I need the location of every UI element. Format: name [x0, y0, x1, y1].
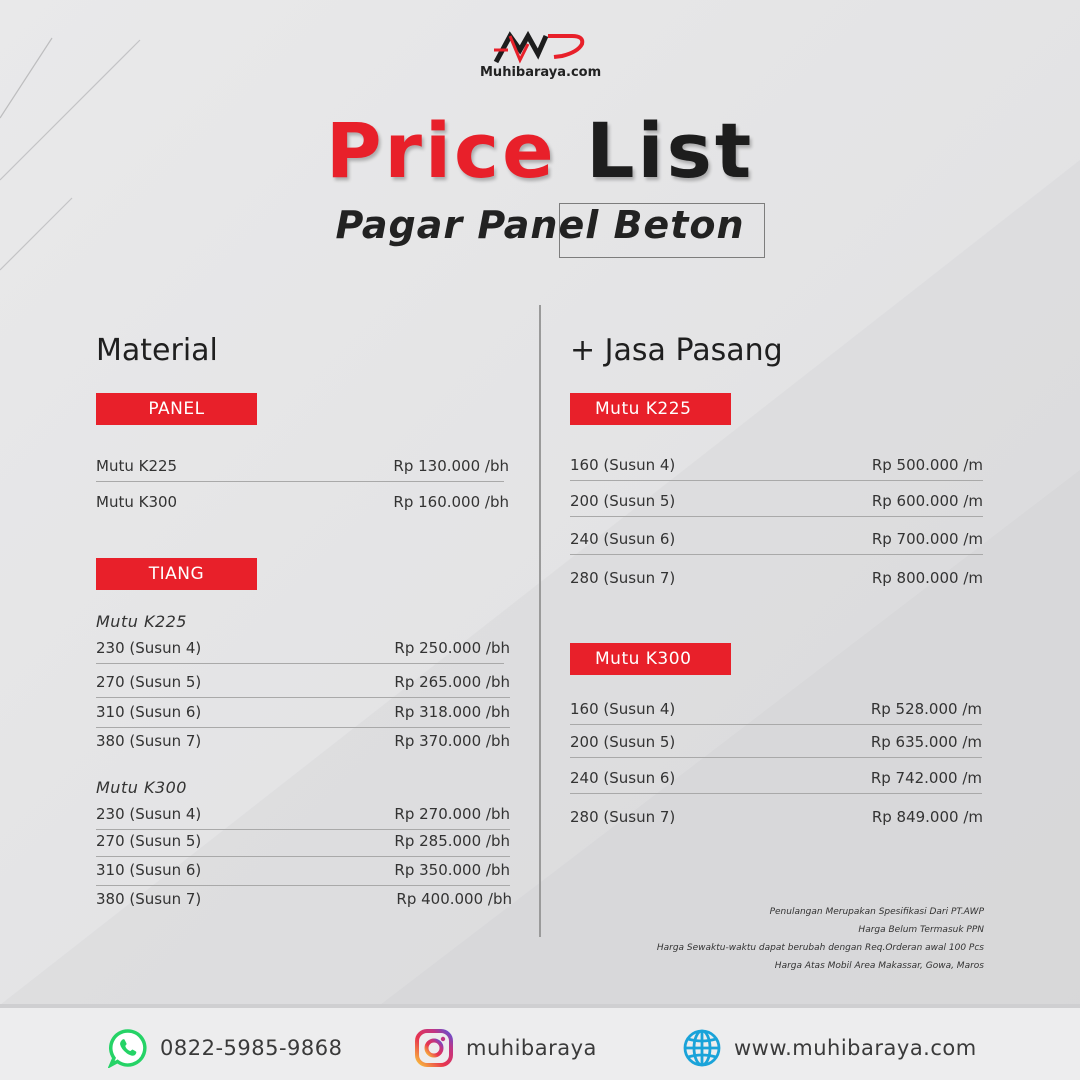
title-word-list: List: [586, 106, 755, 195]
note-line: Penulangan Merupakan Spesifikasi Dari PT.AWP: [769, 907, 984, 917]
awp-logo-mark: [492, 30, 588, 64]
row-name: 380 (Susun 7): [96, 890, 202, 908]
brand-logo: [480, 30, 600, 86]
tiang-k225-label: Mutu K225: [96, 612, 187, 631]
row-name: 310 (Susun 6): [96, 861, 202, 879]
row-name: 230 (Susun 4): [96, 805, 202, 823]
row-price: Rp 849.000 /m: [871, 808, 983, 826]
row-name: 270 (Susun 5): [96, 832, 202, 850]
note-line: Harga Atas Mobil Area Makassar, Gowa, Maros: [774, 961, 984, 971]
row-price: Rp 370.000 /bh: [394, 732, 510, 750]
instagram-icon: [414, 1028, 454, 1068]
table-row: [96, 634, 510, 664]
row-name: 380 (Susun 7): [96, 732, 202, 750]
row-price: Rp 130.000 /bh: [393, 457, 509, 475]
row-name: 230 (Susun 4): [96, 639, 202, 657]
logo-text: Muhibaraya.com: [480, 65, 602, 80]
row-price: Rp 250.000 /bh: [394, 639, 510, 657]
row-price: Rp 265.000 /bh: [394, 673, 510, 691]
row-price: Rp 318.000 /bh: [394, 703, 510, 721]
row-price: Rp 285.000 /bh: [394, 832, 510, 850]
table-row: [96, 827, 510, 857]
website-contact[interactable]: [682, 1028, 977, 1068]
page-title: [0, 108, 1080, 194]
row-price: Rp 700.000 /m: [871, 530, 983, 548]
whatsapp-number: 0822-5985-9868: [160, 1036, 343, 1060]
tiang-tag: TIANG: [96, 558, 257, 590]
table-row: [570, 728, 982, 758]
instagram-contact[interactable]: [414, 1028, 597, 1068]
table-row: [96, 884, 512, 914]
row-name: 280 (Susun 7): [570, 569, 676, 587]
jasa-k300-tag: Mutu K300: [570, 643, 731, 675]
table-row: [96, 800, 510, 830]
row-name: 240 (Susun 6): [570, 530, 676, 548]
row-price: Rp 160.000 /bh: [393, 493, 509, 511]
table-row: [570, 563, 983, 593]
table-row: [570, 487, 983, 517]
row-name: 280 (Susun 7): [570, 808, 676, 826]
row-price: Rp 350.000 /bh: [394, 861, 510, 879]
table-row: [96, 487, 509, 517]
panel-tag: PANEL: [96, 393, 257, 425]
jasa-heading: + Jasa Pasang: [570, 333, 783, 368]
website-url: www.muhibaraya.com: [734, 1036, 977, 1060]
table-row: [96, 698, 510, 728]
globe-icon: [682, 1028, 722, 1068]
page-subtitle: Pagar Panel Beton: [335, 203, 745, 247]
row-name: 200 (Susun 5): [570, 492, 676, 510]
table-row: [570, 451, 983, 481]
table-row: [570, 764, 982, 794]
note-line: Harga Sewaktu-waktu dapat berubah dengan Req.Orderan awal 100 Pcs: [656, 943, 984, 953]
row-price: Rp 528.000 /m: [870, 700, 982, 718]
column-divider: [539, 305, 541, 937]
row-name: 200 (Susun 5): [570, 733, 676, 751]
jasa-k225-tag: Mutu K225: [570, 393, 731, 425]
table-row: [570, 525, 983, 555]
whatsapp-icon: [108, 1028, 148, 1068]
row-name: Mutu K225: [96, 457, 178, 475]
row-price: Rp 270.000 /bh: [394, 805, 510, 823]
row-name: 160 (Susun 4): [570, 700, 676, 718]
row-price: Rp 400.000 /bh: [396, 890, 512, 908]
table-row: [96, 452, 509, 482]
table-row: [570, 695, 982, 725]
title-word-price: Price: [325, 106, 557, 195]
table-row: [96, 856, 510, 886]
row-name: 310 (Susun 6): [96, 703, 202, 721]
material-heading: Material: [96, 333, 218, 368]
whatsapp-contact[interactable]: [108, 1028, 343, 1068]
row-name: Mutu K300: [96, 493, 178, 511]
row-price: Rp 742.000 /m: [870, 769, 982, 787]
row-price: Rp 635.000 /m: [870, 733, 982, 751]
footer: [0, 1004, 1080, 1080]
row-name: 160 (Susun 4): [570, 456, 676, 474]
table-row: [570, 802, 983, 832]
row-name: 240 (Susun 6): [570, 769, 676, 787]
note-line: Harga Belum Termasuk PPN: [858, 925, 984, 935]
table-row: [96, 726, 510, 756]
table-row: [96, 668, 510, 698]
tiang-k300-label: Mutu K300: [96, 778, 187, 797]
row-price: Rp 800.000 /m: [871, 569, 983, 587]
row-price: Rp 500.000 /m: [871, 456, 983, 474]
row-price: Rp 600.000 /m: [871, 492, 983, 510]
instagram-handle: muhibaraya: [466, 1036, 597, 1060]
notes: [657, 903, 984, 975]
row-name: 270 (Susun 5): [96, 673, 202, 691]
